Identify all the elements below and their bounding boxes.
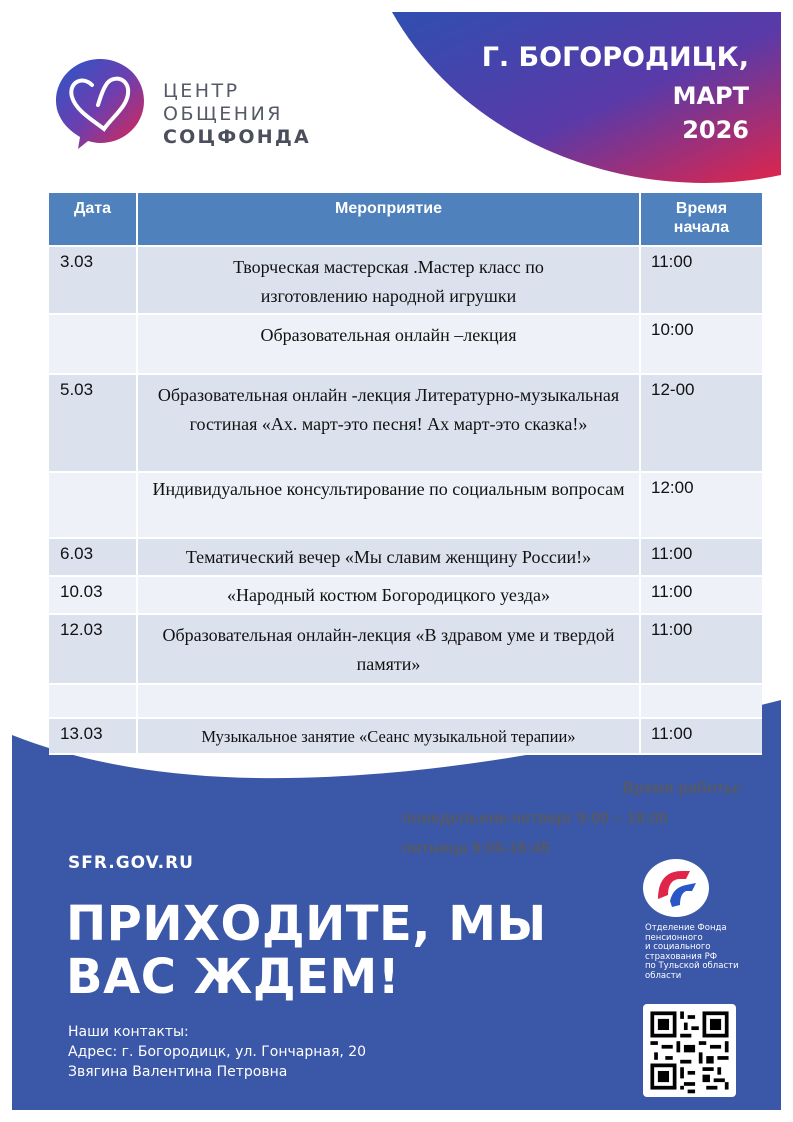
cell-date (49, 684, 137, 718)
cell-event (137, 684, 640, 718)
cell-event: Музыкальное занятие «Сеанс музыкальной терапии» (137, 718, 640, 754)
contacts-title: Наши контакты: (68, 1024, 189, 1040)
cell-time: 12:00 (640, 472, 762, 538)
table-row (49, 576, 762, 614)
cell-date: 3.03 (49, 246, 137, 314)
cell-time: 11:00 (640, 614, 762, 684)
hours-friday: пятница 9:00-16:45 (402, 840, 550, 857)
table-header-row (49, 193, 762, 246)
cell-time: 11:00 (640, 576, 762, 614)
hours-weekdays: понедельник-четверг 9:00 – 18:00 (402, 810, 668, 827)
org-name: Отделение Фонда пенсионного и социального страхования РФ по Тульской области области (645, 923, 739, 981)
cell-time: 11:00 (640, 718, 762, 754)
contacts-address: Адрес: г. Богородицк, ул. Гончарная, 20 (68, 1044, 367, 1060)
contacts-block (68, 1022, 366, 1082)
column-header-time: Время начала (640, 193, 762, 246)
column-header-date: Дата (49, 193, 137, 246)
cell-time (640, 684, 762, 718)
cell-time: 10:00 (640, 314, 762, 374)
cell-time: 11:00 (640, 246, 762, 314)
slogan (66, 898, 547, 1004)
heart-chat-logo-icon (52, 55, 148, 151)
cell-event: Тематический вечер «Мы славим женщину России!» (137, 538, 640, 576)
brand-line2: ОБЩЕНИЯ (163, 103, 283, 125)
slogan-line2: ВАС ЖДЕМ! (66, 949, 401, 1005)
qr-code-icon[interactable] (643, 1004, 736, 1097)
cell-date (49, 472, 137, 538)
cell-date: 10.03 (49, 576, 137, 614)
cell-event: Образовательная онлайн –лекция (137, 314, 640, 374)
table-row (49, 684, 762, 718)
qr-pattern (643, 1004, 736, 1097)
table-row (49, 246, 762, 314)
table-row (49, 374, 762, 472)
cell-date: 12.03 (49, 614, 137, 684)
website-link[interactable]: SFR.GOV.RU (68, 853, 194, 873)
cell-date: 5.03 (49, 374, 137, 472)
brand-name (163, 80, 311, 149)
cell-event: Творческая мастерская .Мастер класс по изготовлению народной игрушки (137, 246, 640, 314)
cell-date: 13.03 (49, 718, 137, 754)
table-row (49, 314, 762, 374)
header-city: Г. БОГОРОДИЦК, (481, 42, 749, 73)
sfr-logo-icon (640, 855, 710, 919)
schedule-table (49, 193, 762, 755)
header-year: 2026 (682, 116, 749, 144)
column-header-event: Мероприятие (137, 193, 640, 246)
cell-date (49, 314, 137, 374)
brand-line3: СОЦФОНДА (163, 126, 311, 148)
cell-event: Образовательная онлайн -лекция Литературно-музыкальная гостиная «Ах. март-это песня! Ах март-это сказка!» (137, 374, 640, 472)
cell-event: «Народный костюм Богородицкого уезда» (137, 576, 640, 614)
cell-time: 11:00 (640, 538, 762, 576)
table-row (49, 538, 762, 576)
contacts-person: Звягина Валентина Петровна (68, 1064, 288, 1080)
header-month: МАРТ (672, 82, 749, 110)
cell-date: 6.03 (49, 538, 137, 576)
cell-time: 12-00 (640, 374, 762, 472)
hours-title: Время работы: (622, 780, 743, 797)
cell-event: Образовательная онлайн-лекция «В здравом уме и твердой памяти» (137, 614, 640, 684)
table-row (49, 614, 762, 684)
brand-line1: ЦЕНТР (163, 80, 240, 102)
slogan-line1: ПРИХОДИТЕ, МЫ (66, 896, 547, 952)
table-row (49, 472, 762, 538)
cell-event: Индивидуальное консультирование по социальным вопросам (137, 472, 640, 538)
table-row (49, 718, 762, 754)
